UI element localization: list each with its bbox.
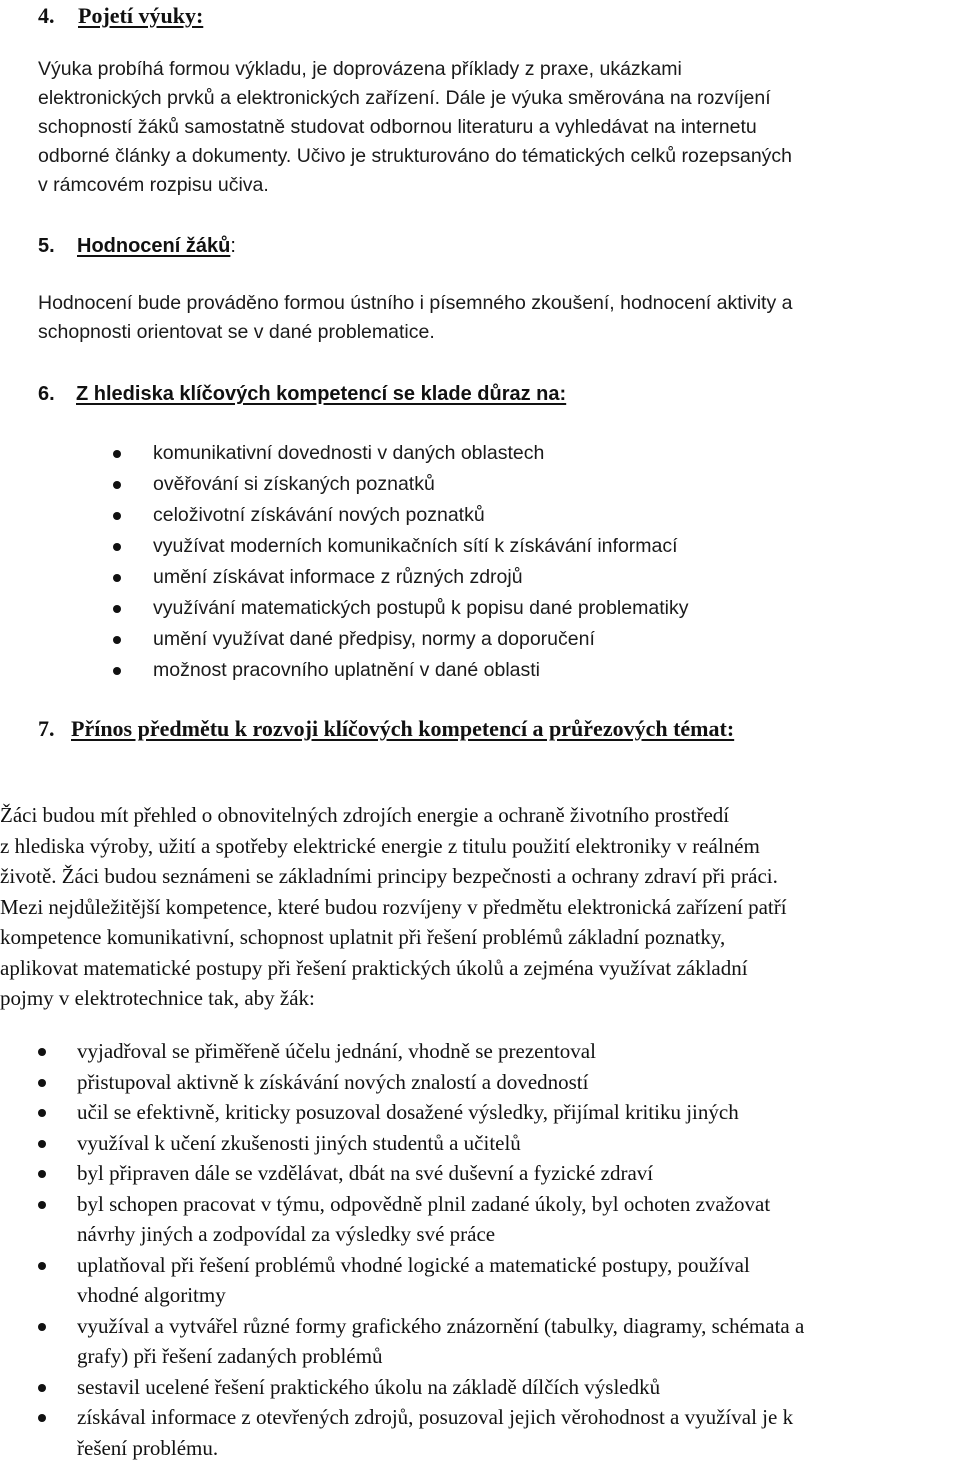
section-title: Z hlediska klíčových kompetencí se klade důraz na: [76,383,567,405]
bullet-icon [38,1262,46,1270]
paragraph-line: schopností žáků samostatně studovat odbornou literaturu a vyhledávat na internetu [38,116,757,138]
section-title-colon: : [230,235,236,257]
section-number: 6. [38,383,55,405]
paragraph-line: v rámcovém rozpisu učiva. [38,174,269,196]
bullet-icon [38,1201,46,1209]
paragraph-line: odborné články a dokumenty. Učivo je strukturováno do tématických celků rozepsaných [38,145,793,167]
bullet-icon [38,1170,46,1178]
list-item [38,1097,804,1128]
list-item [113,624,688,655]
list-item-text: sestavil ucelené řešení praktického úkolu na základě dílčích výsledků [77,1374,661,1399]
list-item-text: přistupoval aktivně k získávání nových znalostí a dovedností [77,1069,589,1094]
paragraph-line: kompetence komunikativní, schopnost uplatnit při řešení problémů základní poznatky, [0,925,726,949]
section-4-heading [38,3,203,29]
list-item-text-continued: řešení problému. [77,1435,219,1460]
list-item-text-continued: grafy) při řešení zadaných problémů [77,1344,383,1368]
paragraph-line: Mezi nejdůležitější kompetence, které budou rozvíjeny v předmětu elektronická zařízení patří [0,894,787,919]
list-item-text: byl připraven dále se vzdělávat, dbát na své duševní a fyzické zdraví [77,1161,654,1185]
list-item-text-continued: vhodné algoritmy [77,1283,226,1307]
list-item [38,1402,804,1463]
list-item [38,1189,804,1250]
list-item [38,1158,804,1189]
list-item-text: učil se efektivně, kriticky posuzoval dosažené výsledky, přijímal kritiku jiných [77,1100,739,1124]
list-item-text: byl schopen pracovat v týmu, odpovědně plnil zadané úkoly, byl ochoten zvažovat [77,1191,771,1216]
bullet-icon [113,450,121,458]
list-item [38,1372,804,1403]
list-item-text: získával informace z otevřených zdrojů, posuzoval jejich věrohodnost a využíval je k [77,1405,794,1429]
paragraph-line: schopnosti orientovat se v dané problematice. [38,321,435,343]
section-5-heading [38,233,236,259]
bullet-icon [113,512,121,520]
list-item-text: využívání matematických postupů k popisu dané problematiky [153,597,689,619]
bullet-icon [38,1109,46,1117]
list-item [38,1036,804,1067]
bullet-icon [113,636,121,644]
bullet-icon [38,1384,46,1392]
list-item-text: využíval k učení zkušenosti jiných studentů a učitelů [77,1130,521,1155]
paragraph-line: Hodnocení bude prováděno formou ústního i písemného zkoušení, hodnocení aktivity a [38,292,793,314]
bullet-icon [113,667,121,675]
section-7-paragraph [0,800,787,1014]
paragraph-line: aplikovat matematické postupy při řešení praktických úkolů a zejména využívat základní [0,955,748,980]
list-item [113,438,688,469]
section-7-heading [38,716,734,742]
section-5-paragraph [38,289,793,347]
list-item [113,593,688,624]
list-item-text: komunikativní dovednosti v daných oblastech [153,442,545,464]
list-item-text: umění získávat informace z různých zdrojů [153,566,523,588]
list-item-text: uplatňoval při řešení problémů vhodné logické a matematické postupy, používal [77,1252,750,1277]
list-item [38,1067,804,1098]
list-item-text-continued: návrhy jiných a zodpovídal za výsledky své práce [77,1222,496,1246]
student-skills-list [38,1036,804,1463]
section-4-paragraph [38,55,792,200]
list-item [113,562,688,593]
list-item [38,1311,804,1372]
list-item-text: možnost pracovního uplatnění v dané oblasti [153,659,541,681]
section-title: Pojetí výuky: [78,3,204,28]
paragraph-line: Výuka probíhá formou výkladu, je doprovázena příklady z praxe, ukázkami [38,58,682,80]
competence-list [113,438,688,686]
bullet-icon [38,1048,46,1056]
bullet-icon [38,1079,46,1087]
bullet-icon [113,543,121,551]
paragraph-line: životě. Žáci budou seznámeni se základními principy bezpečnosti a ochrany zdraví při práci. [0,864,778,888]
paragraph-line: elektronických prvků a elektronických zařízení. Dále je výuka směrována na rozvíjení [38,87,771,109]
list-item [113,500,688,531]
section-title: Přínos předmětu k rozvoji klíčových kompetencí a průřezových témat: [71,716,735,741]
section-title: Hodnocení žáků [77,235,231,257]
paragraph-line: pojmy v elektrotechnice tak, aby žák: [0,986,315,1010]
section-number: 7. [38,716,55,741]
bullet-icon [113,481,121,489]
paragraph-line: z hlediska výroby, užití a spotřeby elektrické energie z titulu použití elektroniky v reálném [0,833,760,858]
list-item [113,469,688,500]
list-item-text: vyjadřoval se přiměřeně účelu jednání, vhodně se prezentoval [77,1039,596,1063]
section-6-heading [38,381,566,407]
bullet-icon [113,605,121,613]
paragraph-line: Žáci budou mít přehled o obnovitelných zdrojích energie a ochraně životního prostředí [0,803,730,827]
list-item [113,655,688,686]
list-item-text: celoživotní získávání nových poznatků [153,504,485,526]
list-item-text: využíval a vytvářel různé formy grafického znázornění (tabulky, diagramy, schémata a [77,1313,805,1338]
bullet-icon [38,1323,46,1331]
list-item-text: umění využívat dané předpisy, normy a doporučení [153,628,595,650]
section-number: 4. [38,3,55,28]
list-item [38,1250,804,1311]
bullet-icon [113,574,121,582]
list-item-text: využívat moderních komunikačních sítí k získávání informací [153,535,678,557]
section-number: 5. [38,235,55,257]
bullet-icon [38,1140,46,1148]
list-item [38,1128,804,1159]
list-item-text: ověřování si získaných poznatků [153,473,435,495]
list-item [113,531,688,562]
bullet-icon [38,1414,46,1422]
